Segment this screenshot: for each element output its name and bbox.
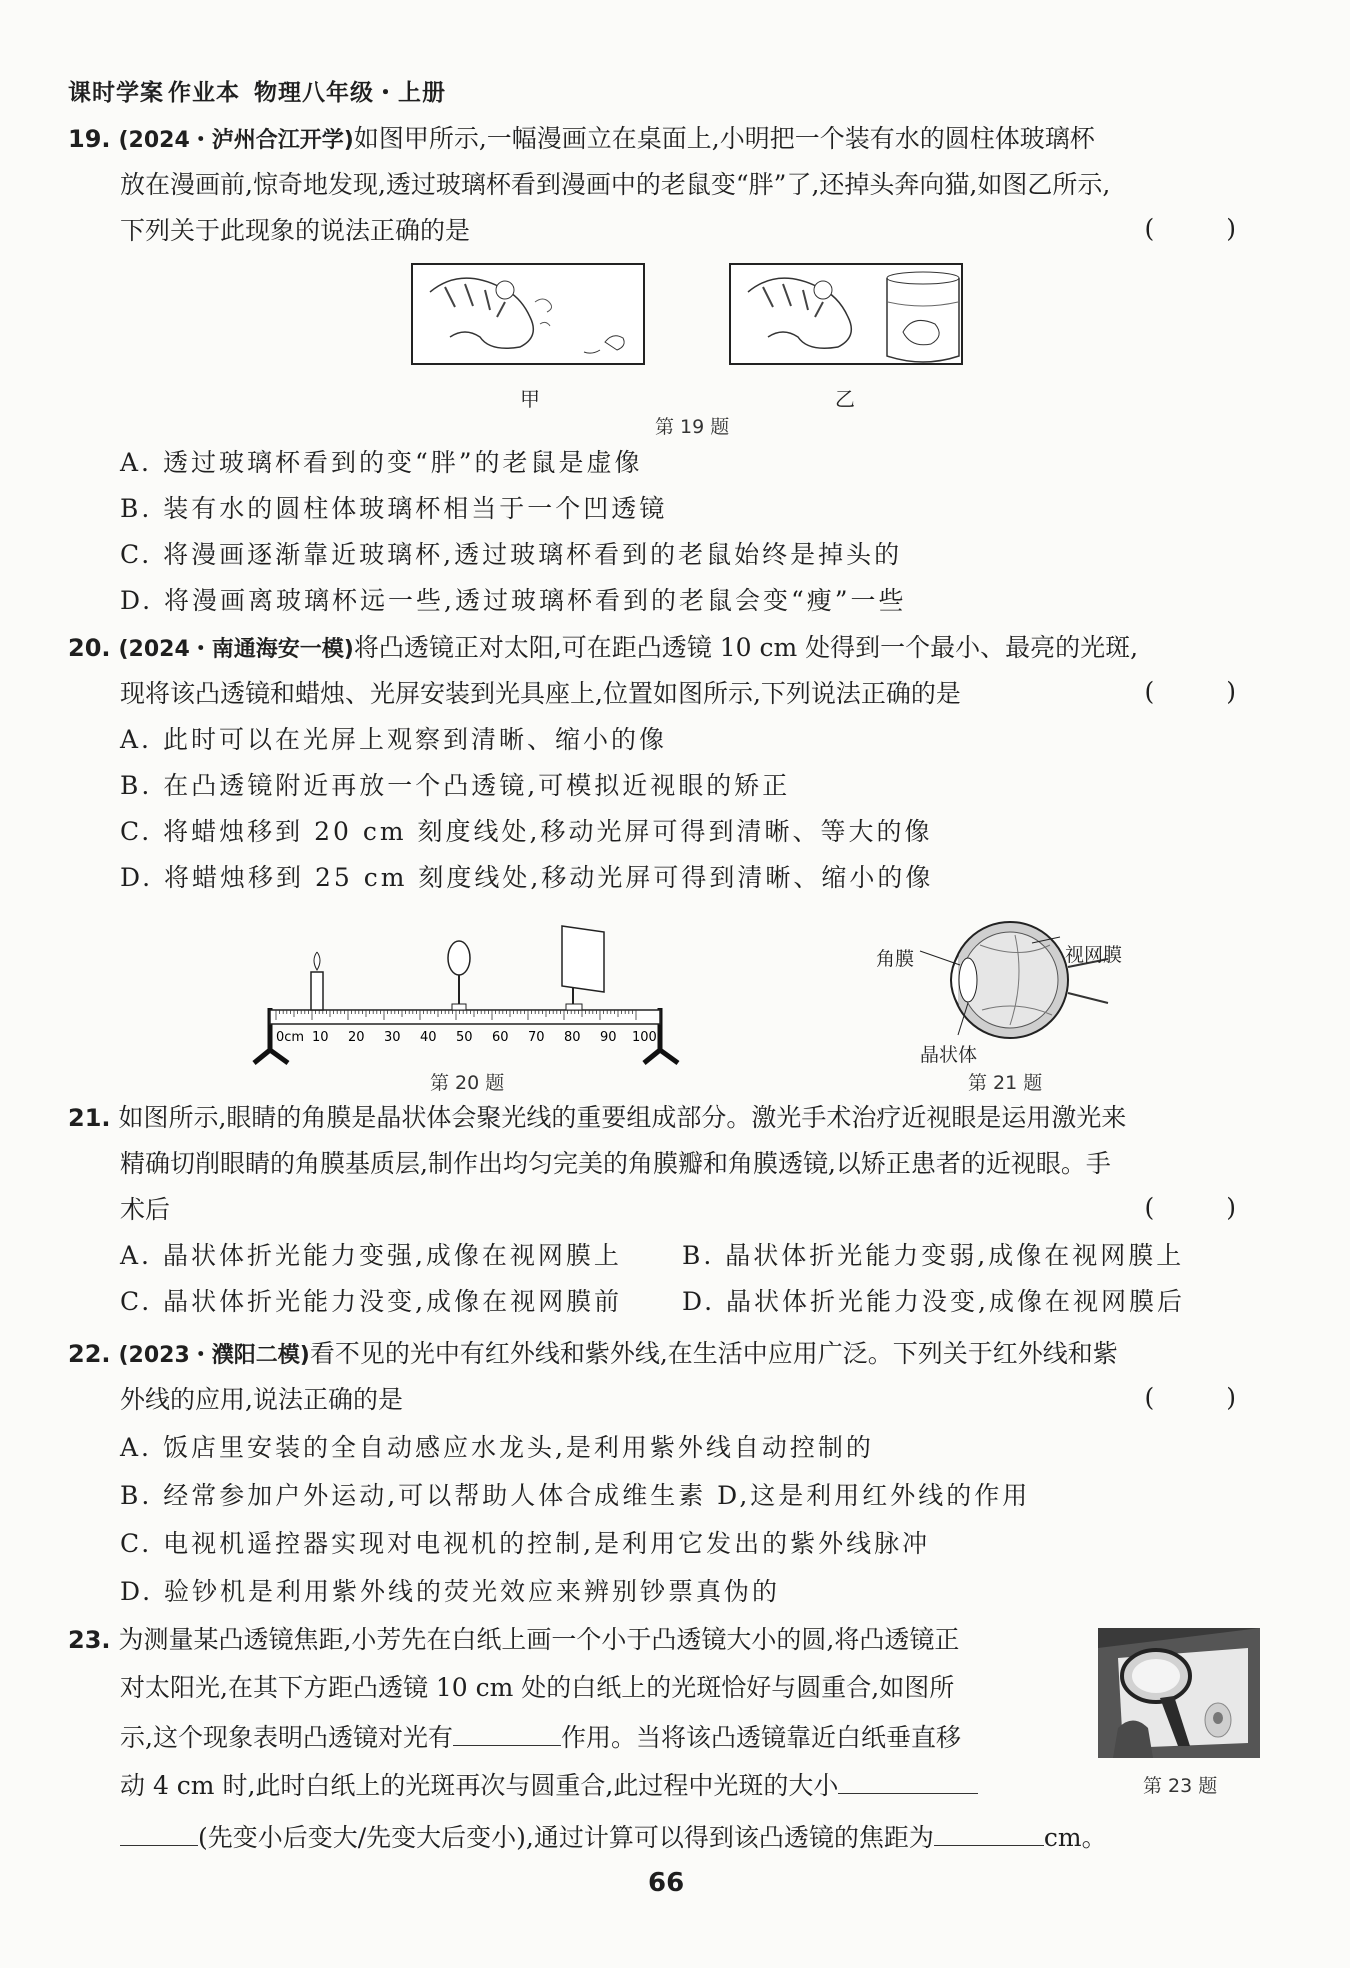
answer-blank-2[interactable] bbox=[838, 1767, 978, 1794]
question-number: 22. bbox=[68, 1340, 111, 1368]
answer-blank-3[interactable] bbox=[934, 1819, 1044, 1846]
q21-line1 bbox=[68, 1101, 1126, 1135]
page-number: 66 bbox=[648, 1868, 685, 1898]
cornea-label: 角膜 bbox=[876, 948, 915, 970]
lens-photo bbox=[1098, 1628, 1260, 1758]
option-c: C. 电视机遥控器实现对电视机的控制,是利用它发出的紫外线脉冲 bbox=[120, 1529, 931, 1558]
light-screen bbox=[562, 926, 604, 1010]
answer-bracket: ( ) bbox=[1144, 1193, 1268, 1222]
ruler-label-90: 90 bbox=[600, 1030, 617, 1045]
question-number: 23. bbox=[68, 1626, 111, 1654]
option-b: B. 在凸透镜附近再放一个凸透镜,可模拟近视眼的矫正 bbox=[120, 771, 791, 800]
option-c: C. 晶状体折光能力没变,成像在视网膜前 bbox=[120, 1287, 623, 1316]
comic-panel-a bbox=[412, 264, 644, 364]
ruler-label-60: 60 bbox=[492, 1030, 509, 1045]
q22-line2: 外线的应用,说法正确的是 bbox=[120, 1385, 403, 1414]
ruler-label-30: 30 bbox=[384, 1030, 401, 1045]
optical-bench-figure bbox=[250, 918, 680, 1068]
header-brand: 课时学案 bbox=[68, 80, 164, 106]
q23-line5 bbox=[120, 1819, 1107, 1855]
q21-line3: 术后 bbox=[120, 1195, 171, 1224]
question-source: (2024・泸州合江开学) bbox=[118, 128, 354, 153]
figure-19 bbox=[410, 262, 970, 372]
option-d: D. 将漫画离玻璃杯远一些,透过玻璃杯看到的老鼠会变“瘦”一些 bbox=[120, 586, 907, 615]
question-number: 21. bbox=[68, 1104, 111, 1132]
option-a: A. 透过玻璃杯看到的变“胖”的老鼠是虚像 bbox=[120, 448, 643, 477]
q21-line2: 精确切削眼睛的角膜基质层,制作出均匀完美的角膜瓣和角膜透镜,以矫正患者的近视眼。手 bbox=[120, 1149, 1111, 1178]
option-c: C. 将漫画逐渐靠近玻璃杯,透过玻璃杯看到的老鼠始终是掉头的 bbox=[120, 540, 903, 569]
answer-blank-1[interactable] bbox=[453, 1719, 561, 1746]
q23-text3a: 示,这个现象表明凸透镜对光有 bbox=[120, 1723, 453, 1752]
answer-bracket: ( ) bbox=[1144, 1383, 1268, 1412]
figure-label-b: 乙 bbox=[835, 387, 855, 411]
header-subject: 物理八年级・上册 bbox=[254, 80, 446, 106]
option-b: B. 晶状体折光能力变弱,成像在视网膜上 bbox=[682, 1241, 1185, 1270]
retina-label: 视网膜 bbox=[1065, 944, 1123, 966]
q23-line1 bbox=[68, 1623, 959, 1657]
page-header bbox=[68, 74, 446, 107]
q20-line2: 现将该凸透镜和蜡烛、光屏安装到光具座上,位置如图所示,下列说法正确的是 bbox=[120, 679, 961, 708]
answer-blank-2-cont[interactable] bbox=[120, 1819, 198, 1846]
q23-line2: 对太阳光,在其下方距凸透镜 10 cm 处的白纸上的光斑恰好与圆重合,如图所 bbox=[120, 1673, 955, 1702]
figure-caption: 第 20 题 bbox=[430, 1072, 505, 1094]
q19-line2: 放在漫画前,惊奇地发现,透过玻璃杯看到漫画中的老鼠变“胖”了,还掉头奔向猫,如图乙所示, bbox=[120, 170, 1111, 199]
ruler-label-50: 50 bbox=[456, 1030, 473, 1045]
q22-line1 bbox=[68, 1337, 1118, 1373]
cornea-pointer bbox=[920, 951, 960, 965]
question-text: 如图甲所示,一幅漫画立在桌面上,小明把一个装有水的圆柱体玻璃杯 bbox=[353, 124, 1095, 153]
figure-caption: 第 23 题 bbox=[1143, 1775, 1218, 1797]
ruler-label-0: 0cm bbox=[276, 1030, 305, 1045]
answer-bracket: ( ) bbox=[1144, 214, 1268, 243]
header-book: 作业本 bbox=[168, 80, 240, 106]
lens-label: 晶状体 bbox=[920, 1044, 978, 1066]
question-number: 20. bbox=[68, 634, 111, 662]
comic-panel-b bbox=[730, 264, 962, 364]
q20-line1 bbox=[68, 631, 1138, 667]
q23-text5a: (先变小后变大/先变大后变小),通过计算可以得到该凸透镜的焦距为 bbox=[198, 1823, 934, 1852]
option-d: D. 将蜡烛移到 25 cm 刻度线处,移动光屏可得到清晰、缩小的像 bbox=[120, 863, 934, 892]
figure-label-a: 甲 bbox=[520, 387, 540, 411]
option-a: A. 晶状体折光能力变强,成像在视网膜上 bbox=[120, 1241, 622, 1270]
option-c: C. 将蜡烛移到 20 cm 刻度线处,移动光屏可得到清晰、等大的像 bbox=[120, 817, 933, 846]
question-text: 将凸透镜正对太阳,可在距凸透镜 10 cm 处得到一个最小、最亮的光斑, bbox=[353, 633, 1139, 662]
question-number: 19. bbox=[68, 125, 111, 153]
candle bbox=[311, 952, 323, 1010]
bench-rail bbox=[270, 1010, 660, 1024]
answer-bracket: ( ) bbox=[1144, 677, 1268, 706]
figure-caption: 第 19 题 bbox=[655, 416, 730, 438]
option-b: B. 装有水的圆柱体玻璃杯相当于一个凹透镜 bbox=[120, 494, 668, 523]
q23-line4 bbox=[120, 1767, 978, 1803]
figure-caption: 第 21 题 bbox=[968, 1072, 1043, 1094]
q23-text3b: 作用。当将该凸透镜靠近白纸垂直移 bbox=[560, 1723, 961, 1752]
question-source: (2024・南通海安一模) bbox=[118, 637, 354, 662]
option-d: D. 晶状体折光能力没变,成像在视网膜后 bbox=[682, 1287, 1185, 1316]
ruler-label-100: 100 bbox=[632, 1030, 657, 1045]
question-text: 为测量某凸透镜焦距,小芳先在白纸上画一个小于凸透镜大小的圆,将凸透镜正 bbox=[118, 1625, 960, 1654]
convex-lens bbox=[448, 941, 470, 1010]
ruler-label-40: 40 bbox=[420, 1030, 437, 1045]
q23-line3 bbox=[120, 1719, 961, 1755]
question-text: 如图所示,眼睛的角膜是晶状体会聚光线的重要组成部分。激光手术治疗近视眼是运用激光来 bbox=[118, 1103, 1127, 1132]
ruler-label-10: 10 bbox=[312, 1030, 329, 1045]
ruler-label-70: 70 bbox=[528, 1030, 545, 1045]
option-a: A. 饭店里安装的全自动感应水龙头,是利用紫外线自动控制的 bbox=[120, 1433, 874, 1462]
q23-text4: 动 4 cm 时,此时白纸上的光斑再次与圆重合,此过程中光斑的大小 bbox=[120, 1771, 839, 1800]
option-d: D. 验钞机是利用紫外线的荧光效应来辨别钞票真伪的 bbox=[120, 1577, 781, 1606]
q19-line3: 下列关于此现象的说法正确的是 bbox=[120, 216, 471, 245]
ruler-labels bbox=[276, 1030, 657, 1045]
q19-line1 bbox=[68, 122, 1095, 158]
question-text: 看不见的光中有红外线和紫外线,在生活中应用广泛。下列关于红外线和紫 bbox=[309, 1339, 1118, 1368]
option-a: A. 此时可以在光屏上观察到清晰、缩小的像 bbox=[120, 725, 667, 754]
ruler-label-80: 80 bbox=[564, 1030, 581, 1045]
question-source: (2023・濮阳二模) bbox=[118, 1343, 310, 1368]
option-b: B. 经常参加户外运动,可以帮助人体合成维生素 D,这是利用红外线的作用 bbox=[120, 1481, 1031, 1510]
ruler-label-20: 20 bbox=[348, 1030, 365, 1045]
q23-text5b: cm。 bbox=[1043, 1823, 1107, 1852]
